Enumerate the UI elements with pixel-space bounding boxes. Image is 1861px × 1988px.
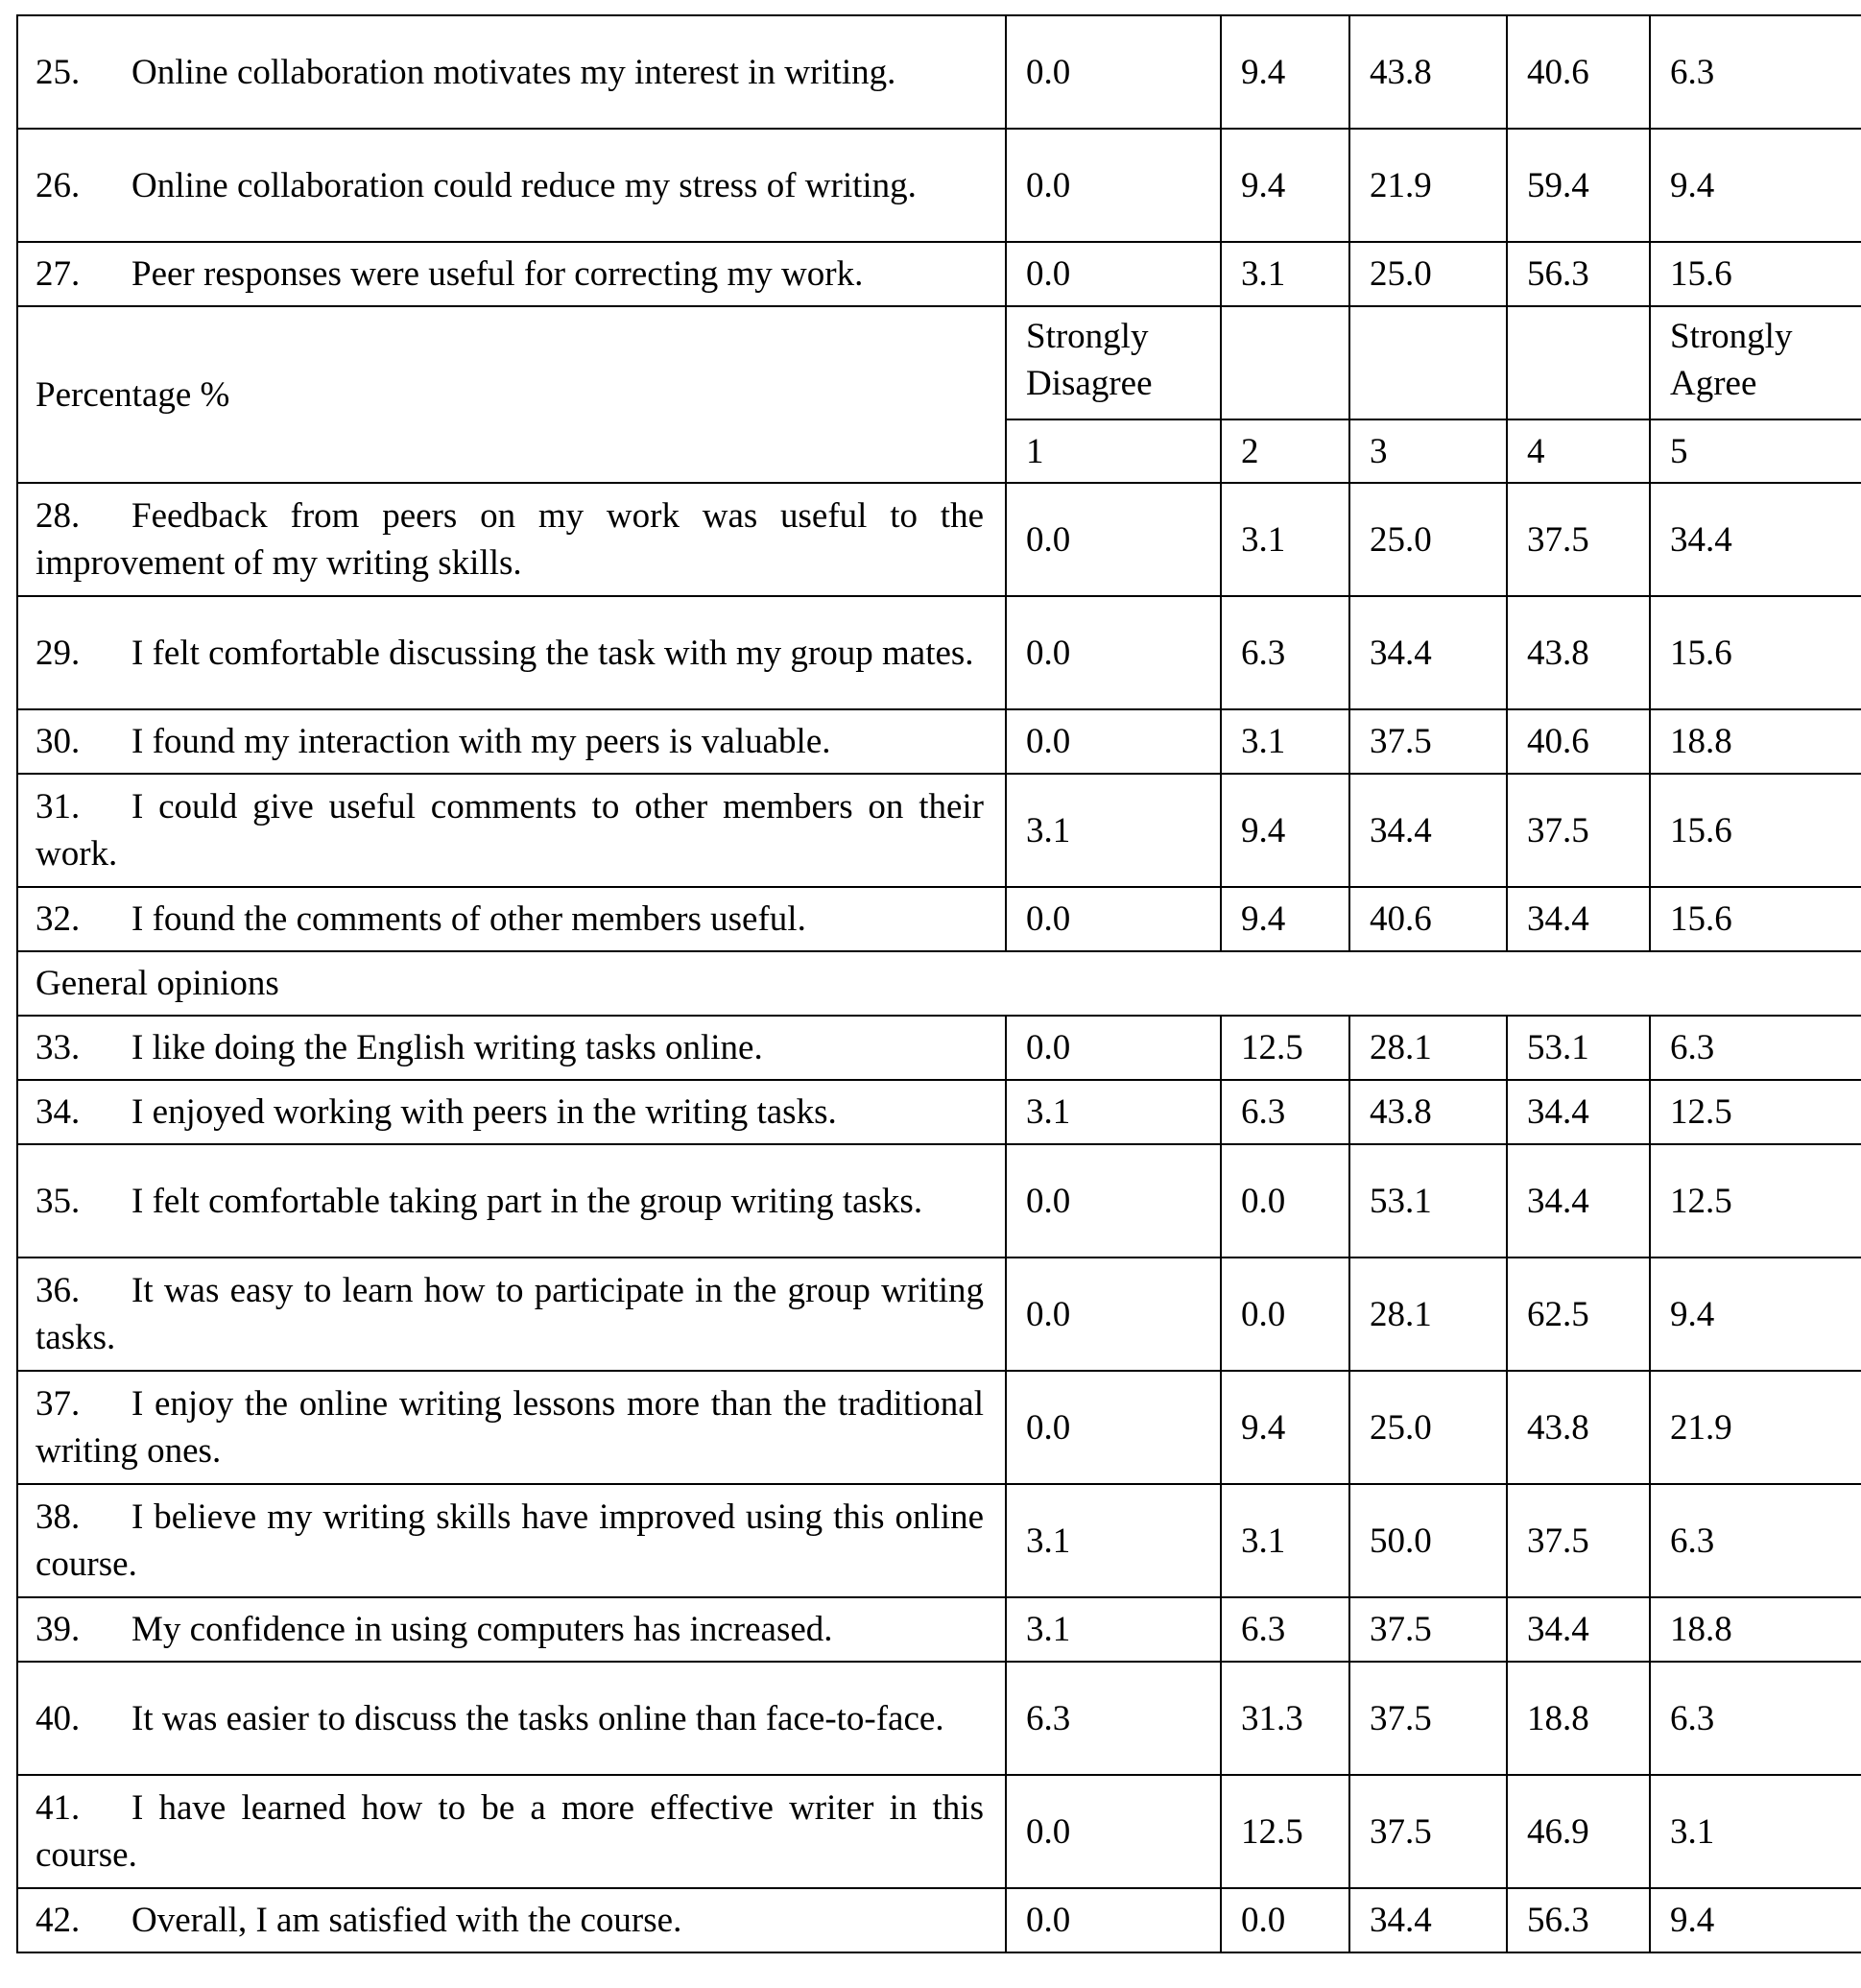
percent-cell: 12.5 — [1650, 1080, 1861, 1144]
table-row — [17, 1597, 1861, 1662]
section-row — [17, 951, 1861, 1016]
percent-cell: 6.3 — [1650, 1484, 1861, 1597]
item-statement — [17, 242, 1006, 306]
percent-cell: 40.6 — [1507, 709, 1650, 774]
item-statement — [17, 709, 1006, 774]
item-number: 32. — [36, 899, 81, 939]
percent-cell: 0.0 — [1006, 1144, 1221, 1257]
table-row — [17, 596, 1861, 709]
percent-cell: 9.4 — [1221, 129, 1349, 242]
percent-cell: 28.1 — [1349, 1257, 1507, 1371]
percent-cell: 9.4 — [1221, 1371, 1349, 1484]
scale-number: 1 — [1006, 419, 1221, 483]
survey-results-table — [16, 14, 1861, 1953]
item-number: 30. — [36, 722, 81, 761]
percent-cell: 43.8 — [1349, 1080, 1507, 1144]
percent-cell: 6.3 — [1650, 1662, 1861, 1775]
item-number: 34. — [36, 1092, 81, 1132]
percent-cell: 3.1 — [1221, 1484, 1349, 1597]
table-row — [17, 483, 1861, 596]
item-statement — [17, 774, 1006, 887]
percent-cell: 12.5 — [1221, 1016, 1349, 1080]
percent-cell: 53.1 — [1507, 1016, 1650, 1080]
percent-cell: 0.0 — [1006, 483, 1221, 596]
table-row — [17, 1016, 1861, 1080]
percent-cell: 53.1 — [1349, 1144, 1507, 1257]
percent-cell: 0.0 — [1006, 1371, 1221, 1484]
item-text: I found the comments of other members useful. — [131, 899, 806, 939]
percent-cell: 34.4 — [1507, 1597, 1650, 1662]
percent-cell: 0.0 — [1006, 709, 1221, 774]
table-row — [17, 1775, 1861, 1888]
percent-cell: 15.6 — [1650, 596, 1861, 709]
percent-cell: 21.9 — [1650, 1371, 1861, 1484]
strongly-disagree-label — [1006, 306, 1221, 419]
item-statement — [17, 483, 1006, 596]
item-number: 41. — [36, 1788, 81, 1828]
item-text: I like doing the English writing tasks online. — [131, 1028, 763, 1067]
percent-cell: 40.6 — [1507, 15, 1650, 129]
percent-cell: 37.5 — [1507, 483, 1650, 596]
table-row — [17, 129, 1861, 242]
percent-cell: 37.5 — [1349, 709, 1507, 774]
item-statement — [17, 1775, 1006, 1888]
item-statement — [17, 129, 1006, 242]
item-statement — [17, 1371, 1006, 1484]
table-row — [17, 709, 1861, 774]
percent-cell: 25.0 — [1349, 1371, 1507, 1484]
item-number: 42. — [36, 1901, 81, 1940]
percent-cell: 21.9 — [1349, 129, 1507, 242]
percent-cell: 3.1 — [1006, 1484, 1221, 1597]
percent-cell: 15.6 — [1650, 774, 1861, 887]
percent-cell: 6.3 — [1221, 596, 1349, 709]
strongly-agree-label — [1650, 306, 1861, 419]
percentage-label: Percentage % — [17, 306, 1006, 483]
percent-cell: 0.0 — [1006, 1257, 1221, 1371]
percent-cell: 9.4 — [1650, 1888, 1861, 1952]
percent-cell: 3.1 — [1221, 242, 1349, 306]
percent-cell: 3.1 — [1006, 774, 1221, 887]
item-number: 31. — [36, 787, 81, 826]
percent-cell: 50.0 — [1349, 1484, 1507, 1597]
table-row — [17, 1257, 1861, 1371]
percent-cell: 34.4 — [1507, 887, 1650, 951]
percent-cell: 34.4 — [1650, 483, 1861, 596]
item-statement — [17, 1016, 1006, 1080]
percent-cell: 0.0 — [1221, 1144, 1349, 1257]
percent-cell: 62.5 — [1507, 1257, 1650, 1371]
table-row — [17, 15, 1861, 129]
percent-cell: 34.4 — [1507, 1080, 1650, 1144]
item-text: Feedback from peers on my work was useful to the improvement of my writing skills. — [36, 496, 984, 583]
item-text: My confidence in using computers has increased. — [131, 1610, 833, 1649]
item-text: I enjoyed working with peers in the writing tasks. — [131, 1092, 837, 1132]
item-statement — [17, 1662, 1006, 1775]
percent-cell: 9.4 — [1650, 129, 1861, 242]
percent-cell: 12.5 — [1221, 1775, 1349, 1888]
item-statement — [17, 1888, 1006, 1952]
table-row — [17, 1144, 1861, 1257]
percent-cell: 37.5 — [1349, 1597, 1507, 1662]
percent-cell: 15.6 — [1650, 887, 1861, 951]
table-row — [17, 242, 1861, 306]
scale-number: 4 — [1507, 419, 1650, 483]
item-statement — [17, 15, 1006, 129]
percent-cell: 6.3 — [1006, 1662, 1221, 1775]
percent-cell: 37.5 — [1507, 1484, 1650, 1597]
section-title: General opinions — [17, 951, 1861, 1016]
item-statement — [17, 1597, 1006, 1662]
item-text: Online collaboration motivates my interest in writing. — [131, 52, 896, 92]
item-number: 25. — [36, 52, 81, 92]
percent-cell: 6.3 — [1650, 15, 1861, 129]
empty-header-cell — [1507, 306, 1650, 419]
strongly-disagree-text: Strongly Disagree — [1026, 317, 1153, 403]
item-number: 26. — [36, 165, 81, 205]
item-number: 29. — [36, 633, 81, 673]
percent-cell: 0.0 — [1006, 129, 1221, 242]
percent-cell: 0.0 — [1006, 15, 1221, 129]
percent-cell: 18.8 — [1507, 1662, 1650, 1775]
percent-cell: 12.5 — [1650, 1144, 1861, 1257]
item-text: I have learned how to be a more effective writer in this course. — [36, 1788, 984, 1875]
percent-cell: 25.0 — [1349, 483, 1507, 596]
percent-cell: 28.1 — [1349, 1016, 1507, 1080]
empty-header-cell — [1221, 306, 1349, 419]
item-number: 33. — [36, 1028, 81, 1067]
item-text: It was easy to learn how to participate in the group writing tasks. — [36, 1271, 984, 1357]
percent-cell: 43.8 — [1507, 1371, 1650, 1484]
item-number: 35. — [36, 1181, 81, 1221]
table-row — [17, 774, 1861, 887]
item-number: 40. — [36, 1698, 81, 1738]
percent-cell: 9.4 — [1650, 1257, 1861, 1371]
item-text: Online collaboration could reduce my stress of writing. — [131, 165, 917, 205]
table-row — [17, 1484, 1861, 1597]
scale-number: 2 — [1221, 419, 1349, 483]
empty-header-cell — [1349, 306, 1507, 419]
percent-cell: 34.4 — [1349, 1888, 1507, 1952]
percent-cell: 31.3 — [1221, 1662, 1349, 1775]
item-number: 28. — [36, 496, 81, 536]
percent-cell: 43.8 — [1507, 596, 1650, 709]
percent-cell: 0.0 — [1006, 1888, 1221, 1952]
percent-cell: 0.0 — [1221, 1888, 1349, 1952]
percent-cell: 0.0 — [1006, 1016, 1221, 1080]
percent-cell: 34.4 — [1349, 774, 1507, 887]
item-statement — [17, 1144, 1006, 1257]
percent-cell: 0.0 — [1006, 1775, 1221, 1888]
item-number: 37. — [36, 1384, 81, 1424]
percent-cell: 0.0 — [1006, 596, 1221, 709]
percent-cell: 3.1 — [1221, 709, 1349, 774]
percent-cell: 0.0 — [1006, 242, 1221, 306]
item-text: It was easier to discuss the tasks online than face-to-face. — [131, 1698, 944, 1738]
table-row — [17, 1080, 1861, 1144]
percent-cell: 37.5 — [1349, 1775, 1507, 1888]
percent-cell: 46.9 — [1507, 1775, 1650, 1888]
scale-header-row — [17, 306, 1861, 419]
table-row — [17, 1371, 1861, 1484]
percent-cell: 43.8 — [1349, 15, 1507, 129]
table-row — [17, 1888, 1861, 1952]
table-row — [17, 1662, 1861, 1775]
percent-cell: 25.0 — [1349, 242, 1507, 306]
item-text: I believe my writing skills have improved using this online course. — [36, 1497, 984, 1584]
percent-cell: 18.8 — [1650, 1597, 1861, 1662]
percent-cell: 0.0 — [1006, 887, 1221, 951]
percent-cell: 34.4 — [1507, 1144, 1650, 1257]
item-statement — [17, 596, 1006, 709]
item-statement — [17, 1080, 1006, 1144]
percent-cell: 56.3 — [1507, 1888, 1650, 1952]
item-text: I enjoy the online writing lessons more than the traditional writing ones. — [36, 1384, 984, 1471]
percent-cell: 18.8 — [1650, 709, 1861, 774]
scale-number: 5 — [1650, 419, 1861, 483]
percent-cell: 9.4 — [1221, 774, 1349, 887]
percent-cell: 9.4 — [1221, 887, 1349, 951]
percent-cell: 3.1 — [1650, 1775, 1861, 1888]
item-text: I could give useful comments to other members on their work. — [36, 787, 984, 874]
item-statement — [17, 887, 1006, 951]
item-number: 27. — [36, 254, 81, 294]
percent-cell: 6.3 — [1650, 1016, 1861, 1080]
scale-number: 3 — [1349, 419, 1507, 483]
percent-cell: 37.5 — [1349, 1662, 1507, 1775]
item-number: 36. — [36, 1271, 81, 1310]
item-number: 38. — [36, 1497, 81, 1537]
percent-cell: 34.4 — [1349, 596, 1507, 709]
item-statement — [17, 1484, 1006, 1597]
percent-cell: 3.1 — [1006, 1080, 1221, 1144]
item-text: I felt comfortable discussing the task with my group mates. — [131, 633, 974, 673]
percent-cell: 40.6 — [1349, 887, 1507, 951]
strongly-agree-text: Strongly Agree — [1670, 317, 1793, 403]
percent-cell: 3.1 — [1221, 483, 1349, 596]
item-text: I felt comfortable taking part in the group writing tasks. — [131, 1181, 923, 1221]
item-text: I found my interaction with my peers is valuable. — [131, 722, 831, 761]
item-text: Overall, I am satisfied with the course. — [131, 1901, 682, 1940]
percent-cell: 9.4 — [1221, 15, 1349, 129]
item-text: Peer responses were useful for correcting my work. — [131, 254, 864, 294]
percent-cell: 0.0 — [1221, 1257, 1349, 1371]
percent-cell: 6.3 — [1221, 1597, 1349, 1662]
item-statement — [17, 1257, 1006, 1371]
percent-cell: 37.5 — [1507, 774, 1650, 887]
percent-cell: 59.4 — [1507, 129, 1650, 242]
percent-cell: 6.3 — [1221, 1080, 1349, 1144]
percent-cell: 15.6 — [1650, 242, 1861, 306]
table-row — [17, 887, 1861, 951]
percent-cell: 56.3 — [1507, 242, 1650, 306]
item-number: 39. — [36, 1610, 81, 1649]
percent-cell: 3.1 — [1006, 1597, 1221, 1662]
